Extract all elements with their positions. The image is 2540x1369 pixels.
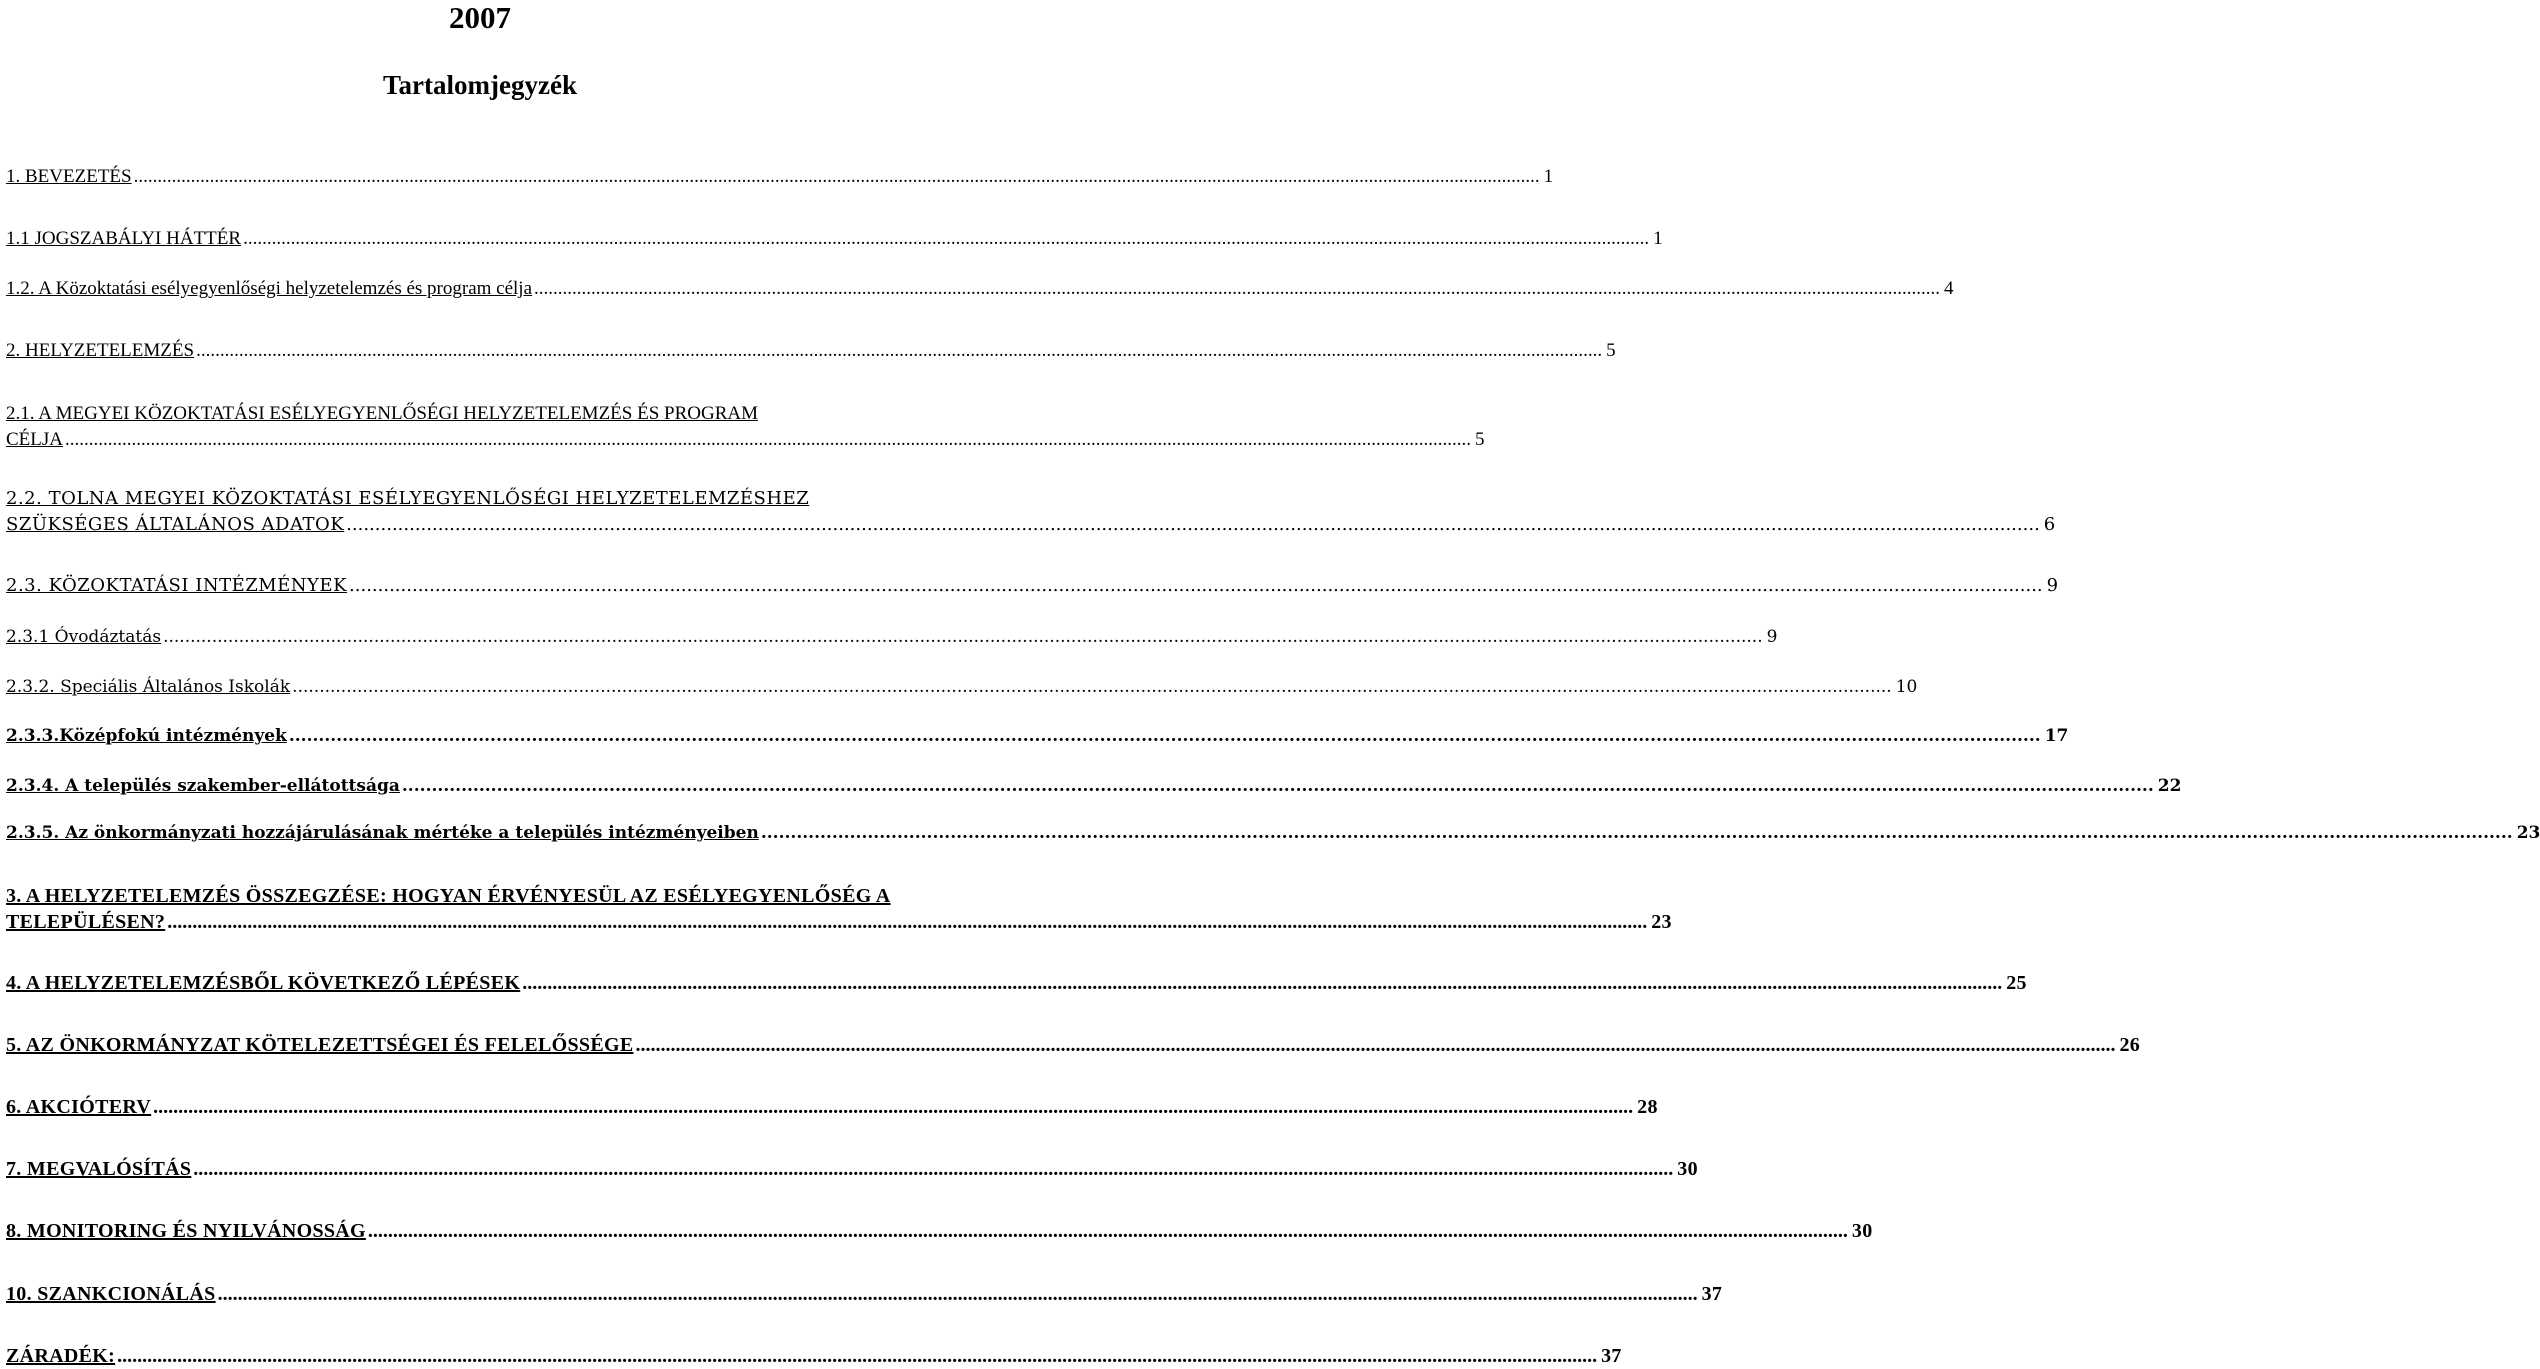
toc-entry-page: 28 [1637, 1096, 1658, 1118]
toc-entry[interactable] [6, 624, 1778, 650]
toc-entry-page: 26 [2119, 1034, 2141, 1056]
toc-entry-page: 25 [2006, 972, 2027, 994]
document-year: 2007 [449, 0, 511, 35]
toc-entry-title[interactable]: 1.1 JOGSZABÁLYI HÁTTÉR [6, 228, 242, 249]
toc-entry-page: 1 [1653, 228, 1663, 249]
toc-entry-page: 23 [1651, 911, 1672, 933]
toc-entry-page: 37 [1701, 1283, 1723, 1305]
toc-entry-page: 9 [1766, 627, 1778, 647]
toc-entry-title[interactable]: 1.2. A Közoktatási esélyegyenlőségi helyzetelemzés és program célja [6, 278, 533, 299]
toc-entry-page: 30 [1851, 1220, 1873, 1242]
toc-entry[interactable] [6, 338, 1616, 364]
toc-entry[interactable] [6, 486, 2056, 538]
toc-entry-title[interactable]: 7. MEGVALÓSÍTÁS [6, 1158, 192, 1180]
toc-entry-page: 37 [1601, 1345, 1622, 1367]
toc-entry[interactable] [6, 1281, 1723, 1307]
toc-entry-title[interactable]: 2.3.1 Óvodáztatás [6, 627, 162, 647]
toc-entry-title-line1[interactable]: 3. A HELYZETELEMZÉS ÖSSZEGZÉSE: HOGYAN ÉRVÉNYESÜL AZ ESÉLYEGYENLŐSÉG A [6, 885, 891, 907]
toc-entry-page: 9 [2046, 575, 2059, 596]
toc-entry[interactable] [6, 883, 1672, 935]
toc-entry[interactable] [6, 573, 2059, 599]
toc-entry-title[interactable]: 2.3.2. Speciális Általános Iskolák [6, 677, 291, 697]
toc-entry-page: 4 [1944, 278, 1954, 299]
toc-entry-title[interactable]: CÉLJA [6, 429, 63, 450]
toc-entry-page: 6 [2043, 514, 2056, 535]
toc-entry-page: 5 [1606, 340, 1616, 361]
toc-entry[interactable] [6, 970, 2027, 996]
toc-entry-title[interactable]: SZÜKSÉGES ÁLTALÁNOS ADATOK [6, 514, 345, 535]
toc-entry-title[interactable]: 2.3.5. Az önkormányzati hozzájárulásának mértéke a település intézményeiben [6, 823, 759, 843]
page-title: Tartalomjegyzék [383, 70, 577, 100]
toc-entry-title[interactable]: 8. MONITORING ÉS NYILVÁNOSSÁG [6, 1220, 366, 1242]
toc-entry-title[interactable]: TELEPÜLÉSEN? [6, 911, 166, 933]
toc-entry-title[interactable]: 5. AZ ÖNKORMÁNYZAT KÖTELEZETTSÉGEI ÉS FELELŐSSÉGE [6, 1034, 634, 1056]
toc-entry[interactable] [6, 674, 1918, 700]
toc-entry-title[interactable]: ZÁRADÉK: [6, 1345, 116, 1367]
toc-entry[interactable] [6, 164, 1554, 190]
toc-entry-title[interactable]: 2.3. KÖZOKTATÁSI INTÉZMÉNYEK [6, 575, 348, 596]
toc-entry-title[interactable]: 4. A HELYZETELEMZÉSBŐL KÖVETKEZŐ LÉPÉSEK [6, 972, 521, 994]
toc-entry[interactable] [6, 401, 1485, 453]
toc-entry[interactable] [6, 773, 2182, 799]
toc-entry-page: 1 [1543, 166, 1554, 187]
toc-entry-title-line1[interactable]: 2.2. TOLNA MEGYEI KÖZOKTATÁSI ESÉLYEGYENLŐSÉGI HELYZETELEMZÉSHEZ [6, 488, 810, 509]
toc-entry[interactable] [6, 1032, 2141, 1058]
toc-entry[interactable] [6, 276, 1954, 302]
toc-entry-page: 30 [1677, 1158, 1698, 1180]
toc-entry-title[interactable]: 1. BEVEZETÉS [6, 166, 132, 187]
toc-entry-page: 17 [2044, 726, 2069, 746]
toc-entry-page: 5 [1475, 429, 1485, 450]
toc-entry-page: 22 [2157, 776, 2182, 796]
toc-entry-title[interactable]: 2. HELYZETELEMZÉS [6, 340, 195, 361]
toc-entry-title[interactable]: 6. AKCIÓTERV [6, 1096, 152, 1118]
toc-entry-title[interactable]: 2.3.4. A település szakember-ellátottsága [6, 776, 400, 796]
toc-entry-title[interactable]: 10. SZANKCIONÁLÁS [6, 1283, 216, 1305]
toc-entry[interactable] [6, 226, 1663, 252]
toc-entry[interactable] [6, 1343, 1622, 1369]
toc-entry-title[interactable]: 2.3.3.Középfokú intézmények [6, 726, 287, 746]
toc-entry[interactable] [6, 1218, 1873, 1244]
toc-entry[interactable] [6, 1156, 1698, 1182]
toc-entry-page: 23 [2516, 823, 2540, 843]
toc-entry-page: 10 [1895, 677, 1918, 697]
toc-entry[interactable] [6, 723, 2069, 749]
toc-entry-title-line1[interactable]: 2.1. A MEGYEI KÖZOKTATÁSI ESÉLYEGYENLŐSÉGI HELYZETELEMZÉS ÉS PROGRAM [6, 403, 758, 424]
toc-entry[interactable] [6, 1094, 1658, 1120]
toc-entry[interactable] [6, 820, 2540, 846]
